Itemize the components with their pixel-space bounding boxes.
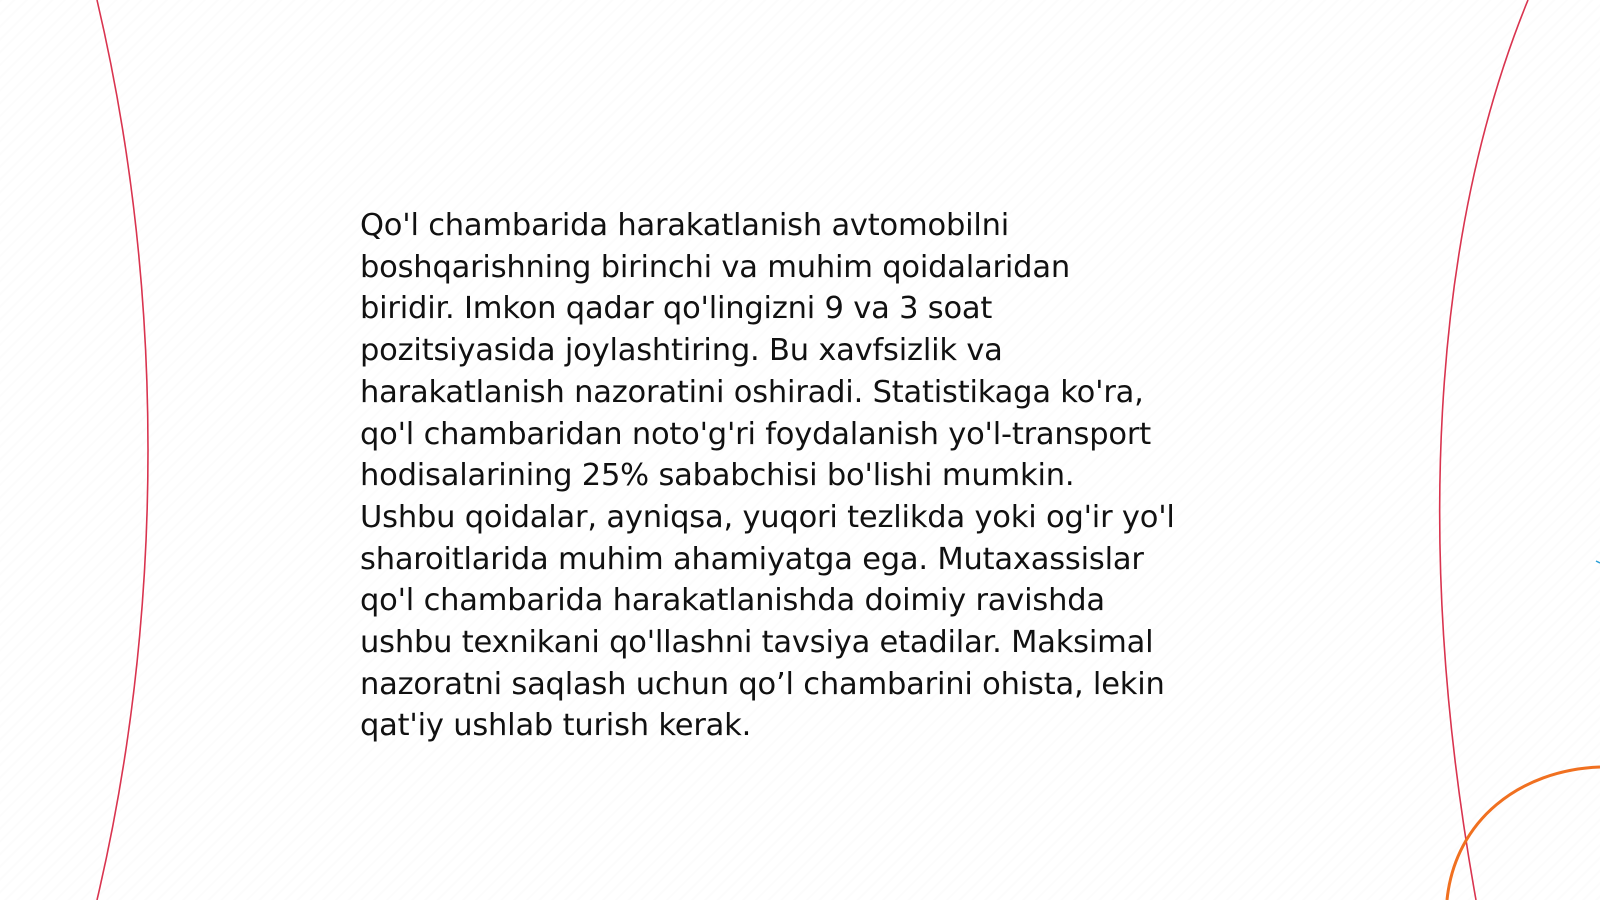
right-curve [1440,0,1528,900]
body-text: Qo'l chambarida harakatlanish avtomobilni boshqarishning birinchi va muhim qoidalaridan biridir. Imkon qadar qo'lingizni 9 va 3 soat pozitsiyasida joylashtiring. Bu xavfsizlik va harakatlanish nazoratini oshiradi. Statistikaga ko'ra, qo'l chambaridan noto'g'ri foydalanish yo'l-transport hodisalarining 25% sababchisi bo'lishi mumkin. Ushbu qoidalar, ayniqsa, yuqori tezlikda yoki og'ir yo'l sharoitlarida muhim ahamiyatga ega. Mutaxassislar qo'l chambarida harakatlanishda doimiy ravishda ushbu texnikani qo'llashni tavsiya etadilar. Maksimal nazoratni saqlash uchun qo’l chambarini ohista, lekin qat'iy ushlab turish kerak. [360,208,1175,744]
corner-arc [1447,767,1600,900]
left-curve [97,0,148,900]
edge-mark [1596,561,1600,563]
